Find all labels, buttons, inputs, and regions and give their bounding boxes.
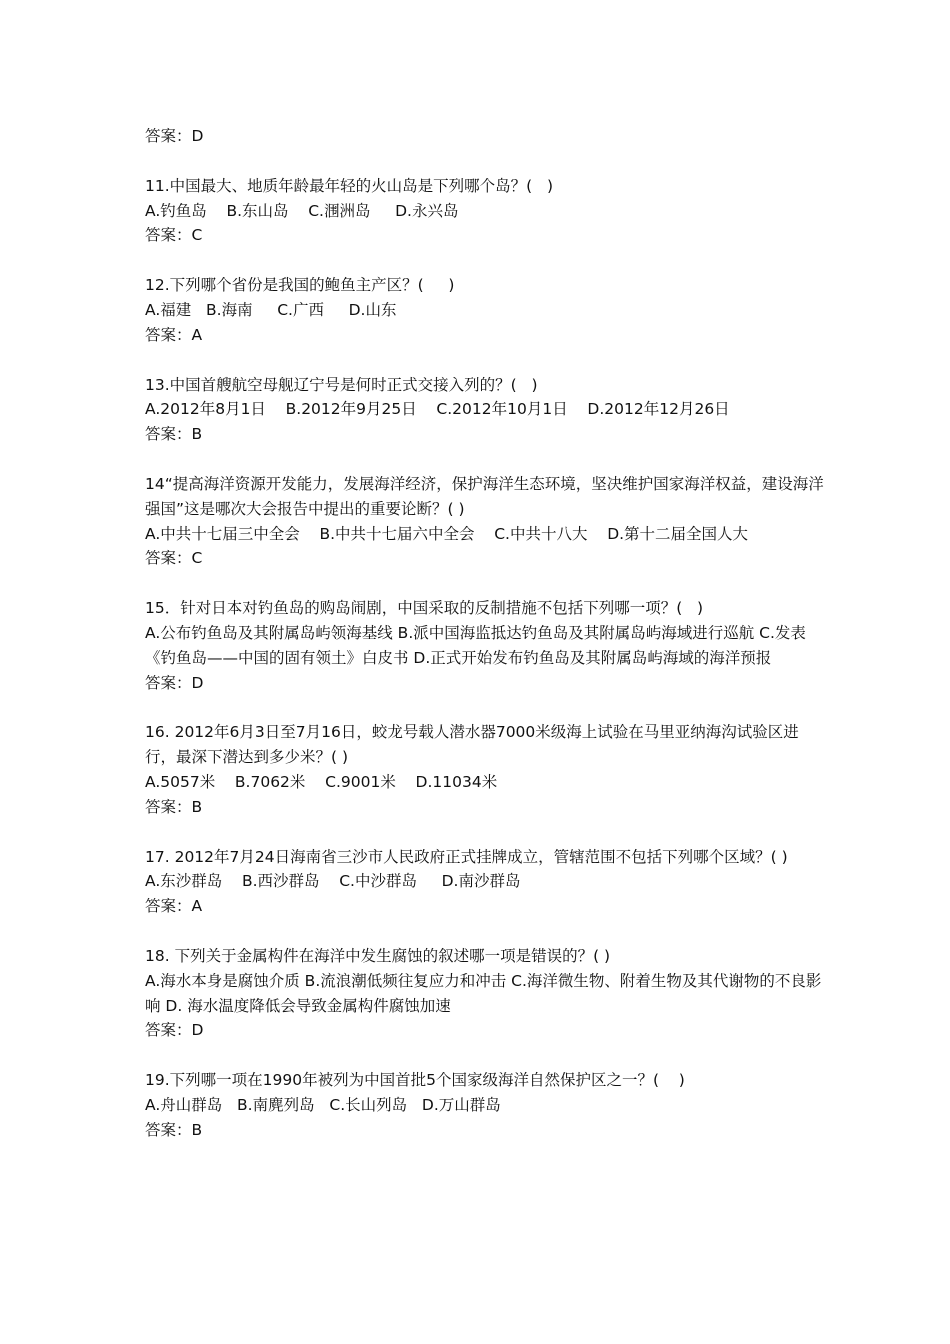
options-text: A.中共十七届三中全会 B.中共十七届六中全会 C.中共十八大 D.第十二届全国人大 [145, 524, 749, 543]
options-text: A.海水本身是腐蚀介质 B.流浪潮低频往复应力和冲击 C.海洋微生物、附着生物及其代谢物的不良影响 D. 海水温度降低会导致金属构件腐蚀加速 [145, 971, 822, 1015]
spacer [145, 149, 825, 174]
answer-text: 答案：C [145, 226, 203, 245]
answer-text: 答案：B [145, 797, 203, 816]
spacer [145, 820, 825, 845]
question-text: 15．针对日本对钓鱼岛的购岛闹剧，中国采取的反制措施不包括下列哪一项？( ) [145, 599, 704, 618]
question-text: 11.中国最大、地质年龄最年轻的火山岛是下列哪个岛？( ) [145, 176, 554, 195]
spacer [145, 348, 825, 373]
spacer [145, 1043, 825, 1068]
question-text: 14“提高海洋资源开发能力，发展海洋经济，保护海洋生态环境，坚决维护国家海洋权益，建设海洋强国”这是哪次大会报告中提出的重要论断？( ) [145, 474, 824, 518]
question-text: 17. 2012年7月24日海南省三沙市人民政府正式挂牌成立，管辖范围不包括下列哪个区域？( ) [145, 847, 788, 866]
answer-text: 答案：C [145, 549, 203, 568]
options-text: A.舟山群岛 B.南麂列岛 C.长山列岛 D.万山群岛 [145, 1095, 501, 1114]
spacer [145, 571, 825, 596]
options-text: A.福建 B.海南 C.广西 D.山东 [145, 300, 397, 319]
question-text: 13.中国首艘航空母舰辽宁号是何时正式交接入列的？( ) [145, 375, 538, 394]
question-text: 16. 2012年6月3日至7月16日，蛟龙号载人潜水器7000米级海上试验在马里亚纳海沟试验区进行，最深下潜达到多少米？( ) [145, 723, 799, 767]
question-text: 18. 下列关于金属构件在海洋中发生腐蚀的叙述哪一项是错误的？( ) [145, 946, 611, 965]
question-text: 19.下列哪一项在1990年被列为中国首批5个国家级海洋自然保护区之一？( ) [145, 1071, 685, 1090]
options-text: A.钓鱼岛 B.东山岛 C.涠洲岛 D.永兴岛 [145, 201, 459, 220]
answer-text: 答案：A [145, 897, 203, 916]
options-text: A.东沙群岛 B.西沙群岛 C.中沙群岛 D.南沙群岛 [145, 872, 521, 891]
options-text: A.2012年8月1日 B.2012年9月25日 C.2012年10月1日 D.2012年12月26日 [145, 400, 730, 419]
answer-text: 答案：D [145, 673, 204, 692]
spacer [145, 919, 825, 944]
answer-text: 答案：D [145, 127, 204, 145]
answer-text: 答案：D [145, 1021, 204, 1040]
answer-text: 答案：B [145, 425, 203, 444]
options-text: A.公布钓鱼岛及其附属岛屿领海基线 B.派中国海监抵达钓鱼岛及其附属岛屿海域进行巡航 C.发表《钓鱼岛——中国的固有领土》白皮书 D.正式开始发布钓鱼岛及其附属岛屿海域的海洋预报 [145, 623, 806, 667]
spacer [145, 695, 825, 720]
quiz-content [145, 124, 825, 1143]
question-text: 12.下列哪个省份是我国的鲍鱼主产区？( ) [145, 276, 455, 295]
options-text: A.5057米 B.7062米 C.9001米 D.11034米 [145, 772, 498, 791]
spacer [145, 447, 825, 472]
answer-text: 答案：A [145, 325, 203, 344]
answer-text: 答案：B [145, 1120, 203, 1139]
spacer [145, 248, 825, 273]
